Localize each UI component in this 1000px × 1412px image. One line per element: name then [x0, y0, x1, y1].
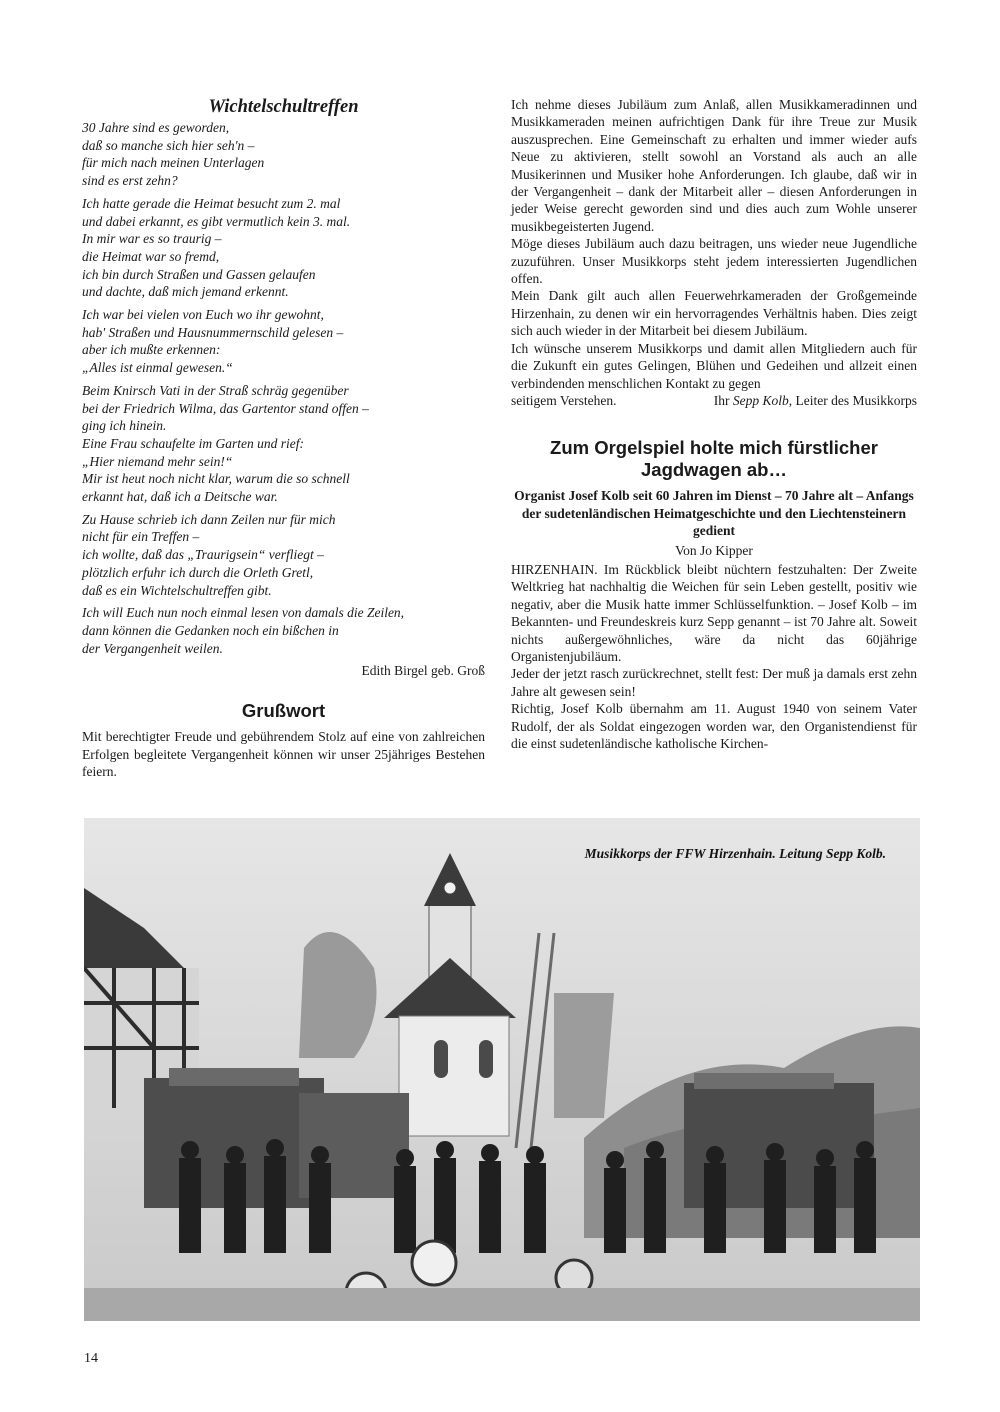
- poem-body: [82, 119, 485, 657]
- poem-line: Ich war bei vielen von Euch wo ihr gewohnt,: [82, 307, 324, 323]
- grusswort-paragraph: Mein Dank gilt auch allen Feuerwehrkameraden der Großgemeinde Hirzenhain, zu denen wir ein hervorragendes Verhältnis haben. Dies zeigt sich auch wieder in der Mitarbeit bei diesem Jubiläum.: [511, 288, 917, 339]
- poem-line: erkannt hat, daß ich a Deitsche war.: [82, 489, 278, 505]
- poem-stanza: [82, 306, 485, 377]
- poem-line: daß es ein Wichtelschultreffen gibt.: [82, 582, 272, 598]
- article-body: [511, 561, 917, 752]
- photo-caption: Musikkorps der FFW Hirzenhain. Leitung Sepp Kolb.: [584, 846, 886, 861]
- poem-line: dann können die Gedanken noch ein bißchen in: [82, 622, 339, 638]
- article-paragraph: Richtig, Josef Kolb übernahm am 11. August 1940 von seinem Vater Rudolf, der als Soldat eingezogen worden war, den Organistendienst für die einst sudetenländische katholische Kirchen-: [511, 701, 917, 751]
- poem-line: ging ich hinein.: [82, 418, 167, 434]
- poem-line: und dabei erkannt, es gibt vermutlich kein 3. mal.: [82, 213, 351, 229]
- grusswort-paragraph: Ich wünsche unserem Musikkorps und damit allen Mitgliedern auch für die Zukunft ein gutes Gelingen, Blühen und Gedeihen und allzeit einen verbindenden menschlichen Kontakt zu gegen: [511, 340, 917, 391]
- poem-line: aber ich mußte erkennen:: [82, 342, 221, 358]
- poem-line: In mir war es so traurig –: [82, 231, 222, 247]
- poem-line: Zu Hause schrieb ich dann Zeilen nur für mich: [82, 511, 336, 527]
- left-column: [82, 96, 485, 780]
- poem-line: Eine Frau schaufelte im Garten und rief:: [82, 435, 304, 451]
- grusswort-paragraph: Ich nehme dieses Jubiläum zum Anlaß, allen Musikkameradinnen und Musikkameraden meinen aufrichtigen Dank für ihre Treue zur Musik auszusprechen. Eine Gemeinschaft zu erhalten und immer wieder aufs Neue zu aktivieren, stellt sowohl an Vorstand als auch an alle Musikerinnen und Musiker hohe Anforderungen. Ich glaube, daß wir in der Vergangenheit – dank der Mitarbeit aller – diesen Anforderungen in jeder Weise gerecht geworden sind und dies auch zum Wohle unserer musikbegeisterten Jugend.: [511, 97, 917, 234]
- right-column: [511, 96, 917, 752]
- poem-title: Wichtelschultreffen: [208, 97, 359, 117]
- poem-line: für mich nach meinen Unterlagen: [82, 155, 265, 171]
- poem-line: nicht für ein Treffen –: [82, 529, 200, 545]
- poem-stanza: [82, 511, 485, 600]
- grusswort-signature: [511, 392, 917, 409]
- article-headline: Zum Orgelspiel holte mich fürstlicher Jagdwagen ab…: [550, 437, 878, 481]
- grusswort-body: [511, 96, 917, 392]
- poem-line: 30 Jahre sind es geworden,: [82, 120, 230, 135]
- grusswort-title: Grußwort: [241, 700, 326, 722]
- signoff-left: seitigem Verstehen.: [511, 392, 617, 408]
- poem-line: und dachte, daß mich jemand erkennt.: [82, 284, 289, 300]
- poem-stanza: [82, 604, 485, 657]
- article-paragraph: Jeder der jetzt rasch zurückrechnet, stellt fest: Der muß ja damals erst zehn Jahre alt gewesen sein!: [511, 666, 917, 699]
- poem-line: daß so manche sich hier seh'n –: [82, 137, 255, 153]
- article-paragraph: HIRZENHAIN. Im Rückblick bleibt nüchtern festzuhalten: Der Zweite Weltkrieg hat nachhaltig die Weichen für sein Leben gestellt, positiv wie negativ, aber die Musik hatte immer Schlüsselfunktion. – Josef Kolb – im Bekannten- und Freundeskreis kurz Sepp genannt – ist 70 Jahre alt. Soweit nichts außergewöhnliches, wäre da nicht das 60jährige Organistenjubiläum.: [511, 561, 917, 664]
- poem-line: Ich will Euch nun noch einmal lesen von damals die Zeilen,: [82, 605, 405, 621]
- article-byline: Von Jo Kipper: [675, 542, 753, 558]
- poem-line: Ich hatte gerade die Heimat besucht zum 2. mal: [82, 195, 341, 211]
- poem-line: „Hier niemand mehr sein!“: [82, 453, 233, 469]
- poem-line: Mir ist heut noch nicht klar, warum die so schnell: [82, 471, 350, 487]
- poem-line: plötzlich erfuhr ich durch die Orleth Gretl,: [82, 564, 314, 580]
- signer-name: Sepp Kolb: [732, 392, 789, 408]
- poem-line: ich bin durch Straßen und Gassen gelaufen: [82, 266, 316, 282]
- grusswort-intro: Mit berechtigter Freude und gebührendem Stolz auf eine von zahlreichen Erfolgen begleitete Vergangenheit können wir unser 25jähriges Bestehen feiern.: [82, 729, 485, 779]
- signoff-right: Ihr Sepp Kolb, Leiter des Musikkorps: [713, 392, 917, 408]
- band-photo-icon: [84, 818, 920, 1321]
- poem-stanza: [82, 119, 485, 190]
- poem-stanza: [82, 195, 485, 301]
- poem-line: bei der Friedrich Wilma, das Gartentor stand offen –: [82, 400, 369, 416]
- grusswort-paragraph: Möge dieses Jubiläum auch dazu beitragen, uns wieder neue Jugendliche zuzuführen. Unser Musikkorps steht jedem interessierten Jugendlichen offen.: [511, 236, 917, 287]
- poem-stanza: [82, 382, 485, 506]
- poem-author: Edith Birgel geb. Groß: [361, 663, 485, 679]
- poem-line: sind es erst zehn?: [82, 173, 178, 189]
- band-photo: [84, 818, 920, 1321]
- poem-line: der Vergangenheit weilen.: [82, 640, 223, 656]
- poem-line: Beim Knirsch Vati in der Straß schräg gegenüber: [82, 382, 349, 398]
- poem-line: „Alles ist einmal gewesen.“: [82, 360, 233, 376]
- poem-line: hab' Straßen und Hausnummernschild gelesen –: [82, 324, 344, 340]
- article-subhead: Organist Josef Kolb seit 60 Jahren im Dienst – 70 Jahre alt – Anfangs der sudetenländischen Heimatgeschichte und den Liechtensteinern gedient: [514, 488, 914, 539]
- poem-line: ich wollte, daß das „Traurigsein“ verfliegt –: [82, 547, 324, 563]
- page-number: 14: [84, 1351, 98, 1366]
- poem-line: die Heimat war so fremd,: [82, 248, 220, 264]
